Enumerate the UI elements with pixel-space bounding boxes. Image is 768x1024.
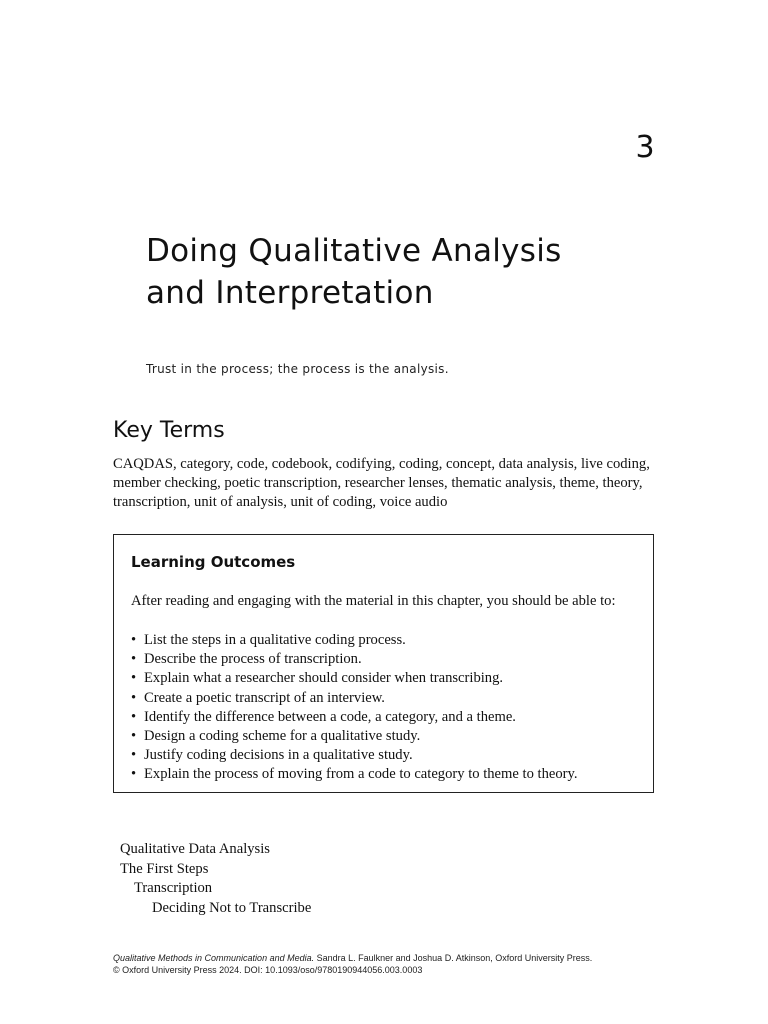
key-terms-line: member checking, poetic transcription, researcher lenses, thematic analysis, theme, theory, <box>113 475 643 491</box>
list-item-text: Describe the process of transcription. <box>144 651 362 668</box>
learning-outcomes-intro: After reading and engaging with the material in this chapter, you should be able to: <box>131 593 616 609</box>
chapter-title-line: and Interpretation <box>146 275 434 311</box>
bullet-icon: • <box>131 651 137 668</box>
list-item <box>131 650 578 669</box>
list-item <box>131 746 578 765</box>
list-item <box>131 727 578 746</box>
list-item <box>131 631 578 650</box>
chapter-title <box>146 230 666 314</box>
book-title: Qualitative Methods in Communication and Media. <box>113 953 315 963</box>
list-item <box>131 708 578 727</box>
bullet-icon: • <box>131 728 137 745</box>
bullet-icon: • <box>131 689 137 706</box>
chapter-title-line: Doing Qualitative Analysis <box>146 233 562 269</box>
section-outline <box>120 840 311 918</box>
bullet-icon: • <box>131 708 137 725</box>
outline-item-qualitative-data-analysis: Qualitative Data Analysis <box>120 841 270 857</box>
list-item <box>131 689 578 708</box>
list-item-text: Design a coding scheme for a qualitative study. <box>144 728 421 745</box>
list-item-text: Identify the difference between a code, a category, and a theme. <box>144 708 516 725</box>
epigraph: Trust in the process; the process is the analysis. <box>146 362 449 376</box>
bullet-icon: • <box>131 766 137 783</box>
list-item <box>131 669 578 688</box>
outline-item-deciding-not-to-transcribe: Deciding Not to Transcribe <box>152 899 312 916</box>
key-terms-heading: Key Terms <box>113 418 225 443</box>
list-item <box>131 765 578 784</box>
key-terms-line: transcription, unit of analysis, unit of coding, voice audio <box>113 494 448 510</box>
chapter-number: 3 <box>635 130 655 165</box>
outline-item-transcription: Transcription <box>134 880 213 896</box>
list-item-text: Explain the process of moving from a code to category to theme to theory. <box>144 766 578 783</box>
list-item-text: List the steps in a qualitative coding process. <box>144 632 406 648</box>
bullet-icon: • <box>131 670 137 687</box>
list-item-text: Justify coding decisions in a qualitative study. <box>144 747 413 764</box>
key-terms-text <box>113 455 658 512</box>
page-footer <box>113 952 673 976</box>
bullet-icon: • <box>131 632 137 648</box>
list-item-text: Create a poetic transcript of an interview. <box>144 689 385 706</box>
learning-outcomes-box <box>113 534 654 793</box>
learning-outcomes-heading: Learning Outcomes <box>131 553 296 571</box>
list-item-text: Explain what a researcher should consider when transcribing. <box>144 670 504 687</box>
outline-item-the-first-steps: The First Steps <box>120 860 209 877</box>
citation-line <box>113 952 673 964</box>
key-terms-line: CAQDAS, category, code, codebook, codifying, coding, concept, data analysis, live coding, <box>113 456 650 472</box>
copyright-line: © Oxford University Press 2024. DOI: 10.1093/oso/9780190944056.003.0003 <box>113 965 423 975</box>
book-authors: Sandra L. Faulkner and Joshua D. Atkinson, Oxford University Press. <box>314 953 593 963</box>
bullet-icon: • <box>131 747 137 764</box>
learning-outcomes-list <box>131 631 578 785</box>
